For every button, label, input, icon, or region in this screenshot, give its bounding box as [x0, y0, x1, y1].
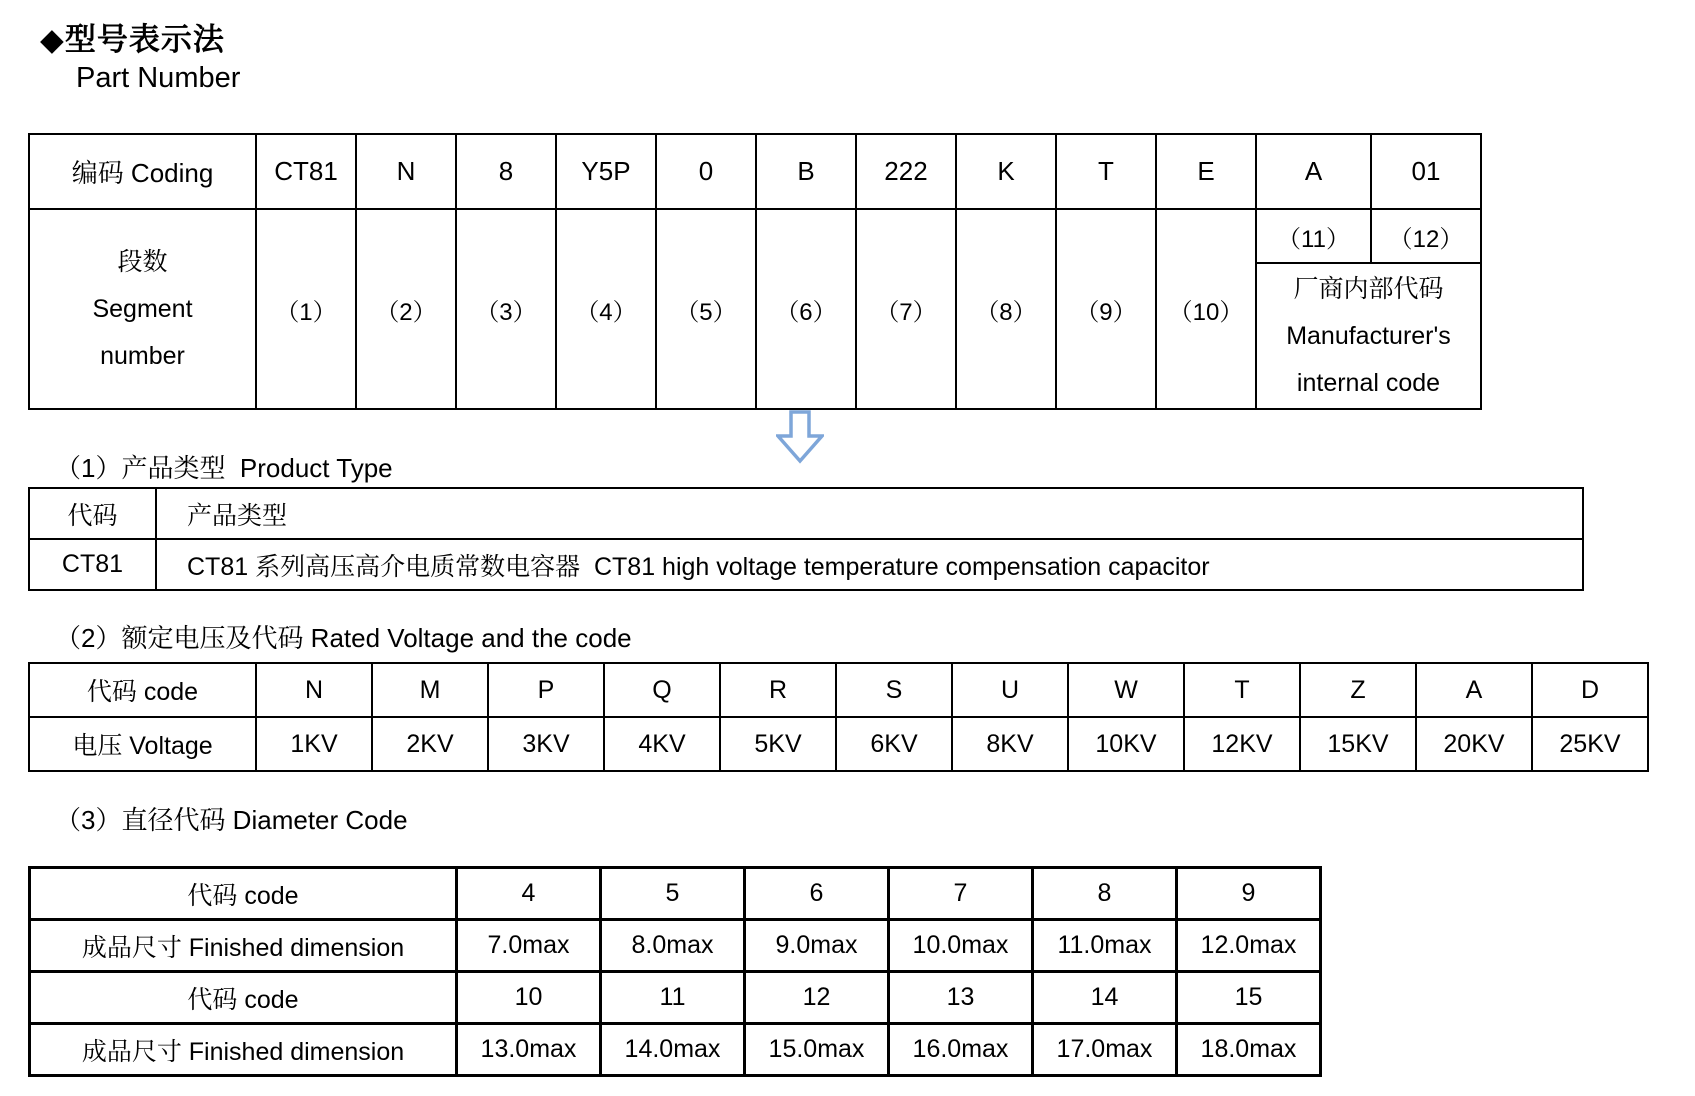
voltage-code-cell: A: [1416, 663, 1532, 717]
manufacturer-code-en2: internal code: [1296, 368, 1441, 397]
product-type-header-cell: 产品类型: [156, 488, 1583, 539]
code-cell: E: [1156, 134, 1256, 209]
code-cell: T: [1056, 134, 1156, 209]
section-3-heading: （3）直径代码 Diameter Code: [55, 805, 408, 835]
voltage-value-cell: 20KV: [1416, 717, 1532, 771]
diameter-code-cell: 4: [457, 868, 601, 920]
diameter-value-cell: 12.0max: [1177, 920, 1321, 972]
diameter-value-cell: 13.0max: [457, 1024, 601, 1076]
diameter-dimension-label-cell: 成品尺寸 Finished dimension: [30, 1024, 457, 1076]
diameter-code-label-cell: 代码 code: [30, 972, 457, 1024]
voltage-code-cell: W: [1068, 663, 1184, 717]
segment-cell: （11）: [1256, 209, 1371, 263]
voltage-value-cell: 3KV: [488, 717, 604, 771]
segment-cell: （9）: [1056, 209, 1156, 409]
voltage-code-cell: P: [488, 663, 604, 717]
diameter-code-cell: 5: [601, 868, 745, 920]
segment-label-cell: [29, 209, 256, 409]
segment-label-en1: Segment: [92, 294, 193, 323]
voltage-label-cell: 电压 Voltage: [29, 717, 256, 771]
down-arrow-icon: [776, 410, 824, 464]
segment-label-cn: 段数: [117, 247, 168, 276]
diameter-value-cell: 14.0max: [601, 1024, 745, 1076]
code-cell: 01: [1371, 134, 1481, 209]
code-cell: Y5P: [556, 134, 656, 209]
code-cell: 222: [856, 134, 956, 209]
page-title: ◆型号表示法: [40, 22, 225, 57]
code-cell: CT81: [256, 134, 356, 209]
voltage-value-cell: 4KV: [604, 717, 720, 771]
segment-cell: （6）: [756, 209, 856, 409]
coding-label-cell: 编码 Coding: [29, 134, 256, 209]
diameter-code-cell: 7: [889, 868, 1033, 920]
diameter-value-cell: 18.0max: [1177, 1024, 1321, 1076]
segment-label-en2: number: [100, 341, 185, 370]
diameter-value-cell: 16.0max: [889, 1024, 1033, 1076]
diameter-code-cell: 8: [1033, 868, 1177, 920]
diameter-code-cell: 6: [745, 868, 889, 920]
voltage-code-cell: Q: [604, 663, 720, 717]
voltage-value-cell: 25KV: [1532, 717, 1648, 771]
manufacturer-code-en1: Manufacturer's: [1286, 321, 1451, 350]
product-type-table: [28, 487, 1584, 591]
segment-cell: （4）: [556, 209, 656, 409]
diameter-code-cell: 13: [889, 972, 1033, 1024]
diameter-code-cell: 11: [601, 972, 745, 1024]
code-cell: A: [1256, 134, 1371, 209]
diameter-code-label-cell: 代码 code: [30, 868, 457, 920]
voltage-value-cell: 6KV: [836, 717, 952, 771]
product-type-description-cell: CT81 系列高压高介电质常数电容器 CT81 high voltage temperature compensation capacitor: [156, 539, 1583, 590]
voltage-code-cell: Z: [1300, 663, 1416, 717]
diameter-value-cell: 10.0max: [889, 920, 1033, 972]
voltage-value-cell: 8KV: [952, 717, 1068, 771]
diameter-value-cell: 11.0max: [1033, 920, 1177, 972]
diameter-code-cell: 12: [745, 972, 889, 1024]
manufacturer-code-cn: 厂商内部代码: [1293, 274, 1444, 303]
section-1-heading: （1）产品类型 Product Type: [55, 453, 393, 483]
voltage-code-cell: U: [952, 663, 1068, 717]
code-cell: K: [956, 134, 1056, 209]
code-cell: B: [756, 134, 856, 209]
voltage-code-label-cell: 代码 code: [29, 663, 256, 717]
voltage-code-cell: T: [1184, 663, 1300, 717]
page-subtitle: Part Number: [76, 62, 241, 94]
diameter-code-cell: 14: [1033, 972, 1177, 1024]
segment-cell: （10）: [1156, 209, 1256, 409]
rated-voltage-table: [28, 662, 1649, 772]
voltage-value-cell: 2KV: [372, 717, 488, 771]
diameter-value-cell: 15.0max: [745, 1024, 889, 1076]
segment-cell: （12）: [1371, 209, 1481, 263]
diameter-value-cell: 9.0max: [745, 920, 889, 972]
diameter-code-cell: 9: [1177, 868, 1321, 920]
segment-cell: （1）: [256, 209, 356, 409]
segment-cell: （8）: [956, 209, 1056, 409]
voltage-value-cell: 12KV: [1184, 717, 1300, 771]
manufacturer-code-cell: [1256, 263, 1481, 409]
segment-cell: （2）: [356, 209, 456, 409]
segment-cell: （3）: [456, 209, 556, 409]
down-arrow-shape: [778, 412, 822, 461]
voltage-value-cell: 5KV: [720, 717, 836, 771]
diameter-value-cell: 7.0max: [457, 920, 601, 972]
diameter-dimension-label-cell: 成品尺寸 Finished dimension: [30, 920, 457, 972]
voltage-value-cell: 10KV: [1068, 717, 1184, 771]
diameter-value-cell: 8.0max: [601, 920, 745, 972]
diameter-code-table: [28, 866, 1322, 1077]
code-cell: N: [356, 134, 456, 209]
code-cell: 8: [456, 134, 556, 209]
voltage-value-cell: 15KV: [1300, 717, 1416, 771]
segment-cell: （7）: [856, 209, 956, 409]
voltage-code-cell: S: [836, 663, 952, 717]
part-number-coding-table: [28, 133, 1482, 410]
diameter-value-cell: 17.0max: [1033, 1024, 1177, 1076]
segment-cell: （5）: [656, 209, 756, 409]
section-2-heading: （2）额定电压及代码 Rated Voltage and the code: [55, 623, 632, 653]
voltage-code-cell: M: [372, 663, 488, 717]
voltage-code-cell: D: [1532, 663, 1648, 717]
voltage-value-cell: 1KV: [256, 717, 372, 771]
product-code-cell: CT81: [29, 539, 156, 590]
diameter-code-cell: 10: [457, 972, 601, 1024]
product-code-header-cell: 代码: [29, 488, 156, 539]
voltage-code-cell: R: [720, 663, 836, 717]
code-cell: 0: [656, 134, 756, 209]
diameter-code-cell: 15: [1177, 972, 1321, 1024]
voltage-code-cell: N: [256, 663, 372, 717]
